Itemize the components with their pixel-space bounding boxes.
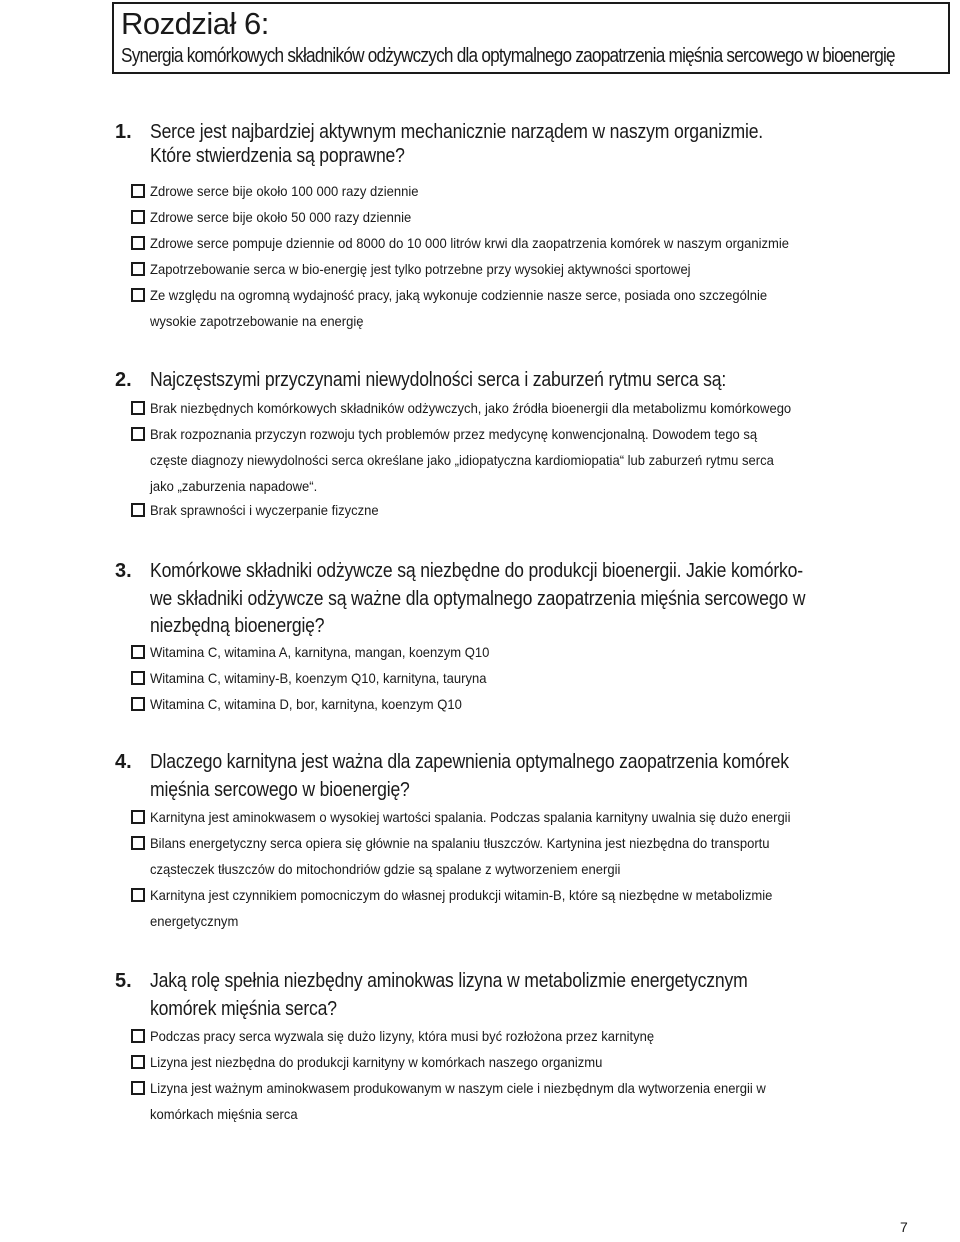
question-3-option-3-checkbox[interactable] xyxy=(131,697,145,711)
question-2-option-1-checkbox[interactable] xyxy=(131,401,145,415)
question-4-option-2-checkbox[interactable] xyxy=(131,836,145,850)
question-4-option-3-checkbox[interactable] xyxy=(131,888,145,902)
question-1-option-4-text: Zapotrzebowanie serca w bio-energię jest tylko potrzebne przy wysokiej aktywności sportowej xyxy=(150,261,691,277)
chapter-header-box xyxy=(112,2,950,74)
question-2-option-2-text: częste diagnozy niewydolności serca określane jako „idiopatyczna kardiomiopatia“ lub zaburzeń rytmu serca xyxy=(150,452,774,468)
question-3-text: we składniki odżywcze są ważne dla optymalnego zaopatrzenia mięśnia sercowego w xyxy=(150,588,806,610)
question-5-text: komórek mięśnia serca? xyxy=(150,998,337,1020)
question-1-option-5-text: wysokie zapotrzebowanie na energię xyxy=(150,313,364,329)
question-4-text: Dlaczego karnityna jest ważna dla zapewnienia optymalnego zaopatrzenia komórek xyxy=(150,751,789,773)
question-1-text: Które stwierdzenia są poprawne? xyxy=(150,145,405,167)
question-1-number: 1. xyxy=(115,121,132,143)
question-2-option-2-checkbox[interactable] xyxy=(131,427,145,441)
question-2-option-3-text: Brak sprawności i wyczerpanie fizyczne xyxy=(150,502,379,518)
question-3-option-1-text: Witamina C, witamina A, karnityna, mangan, koenzym Q10 xyxy=(150,644,490,660)
question-5-option-3-checkbox[interactable] xyxy=(131,1081,145,1095)
question-2-option-1-text: Brak niezbędnych komórkowych składników odżywczych, jako źródła bioenergii dla metabolizmu komórkowego xyxy=(150,400,792,416)
chapter-subtitle: Synergia komórkowych składników odżywczych dla optymalnego zaopatrzenia mięśnia sercowego w bioenergię xyxy=(121,45,895,67)
question-3-text: Komórkowe składniki odżywcze są niezbędne do produkcji bioenergii. Jakie komórko- xyxy=(150,560,803,582)
question-3-option-2-checkbox[interactable] xyxy=(131,671,145,685)
question-5-option-1-text: Podczas pracy serca wyzwala się dużo lizyny, która musi być rozłożona przez karnitynę xyxy=(150,1028,655,1044)
question-3-text: niezbędną bioenergię? xyxy=(150,615,325,637)
question-4-text: mięśnia sercowego w bioenergię? xyxy=(150,779,410,801)
question-1-option-1-text: Zdrowe serce bije około 100 000 razy dziennie xyxy=(150,183,419,199)
question-2-number: 2. xyxy=(115,369,132,391)
question-4-option-2-text: Bilans energetyczny serca opiera się głównie na spalaniu tłuszczów. Kartynina jest niezbędna do transportu xyxy=(150,835,770,851)
question-5-text: Jaką rolę spełnia niezbędny aminokwas lizyna w metabolizmie energetycznym xyxy=(150,970,748,992)
question-1-text: Serce jest najbardziej aktywnym mechanicznie narządem w naszym organizmie. xyxy=(150,121,764,143)
question-5-option-1-checkbox[interactable] xyxy=(131,1029,145,1043)
question-3-number: 3. xyxy=(115,560,132,582)
question-4-option-3-text: Karnityna jest czynnikiem pomocniczym do własnej produkcji witamin-B, które są niezbędne w metabolizmie xyxy=(150,887,773,903)
question-1-option-4-checkbox[interactable] xyxy=(131,262,145,276)
chapter-title: Rozdział 6: xyxy=(121,6,269,41)
question-4-option-1-text: Karnityna jest aminokwasem o wysokiej wartości spalania. Podczas spalania karnityny uwalnia się dużo energii xyxy=(150,809,791,825)
question-1-option-2-text: Zdrowe serce bije około 50 000 razy dziennie xyxy=(150,209,412,225)
question-2-option-3-checkbox[interactable] xyxy=(131,503,145,517)
question-4-option-2-text: cząsteczek tłuszczów do mitochondriów gdzie są spalane z wytworzeniem energii xyxy=(150,861,621,877)
question-1-option-5-text: Ze względu na ogromną wydajność pracy, jaką wykonuje codziennie nasze serce, posiada ono szczególnie xyxy=(150,287,768,303)
question-1-option-3-checkbox[interactable] xyxy=(131,236,145,250)
question-5-option-3-text: Lizyna jest ważnym aminokwasem produkowanym w naszym ciele i niezbędnym dla wytworzenia energii w xyxy=(150,1080,766,1096)
question-5-option-2-checkbox[interactable] xyxy=(131,1055,145,1069)
question-4-number: 4. xyxy=(115,751,132,773)
question-5-option-3-text: komórkach mięśnia serca xyxy=(150,1106,298,1122)
question-2-option-2-text: Brak rozpoznania przyczyn rozwoju tych problemów przez medycynę konwencjonalną. Dowodem tego są xyxy=(150,426,758,442)
question-5-option-2-text: Lizyna jest niezbędna do produkcji karnityny w komórkach naszego organizmu xyxy=(150,1054,603,1070)
page-number: 7 xyxy=(900,1219,908,1235)
question-3-option-1-checkbox[interactable] xyxy=(131,645,145,659)
question-1-option-1-checkbox[interactable] xyxy=(131,184,145,198)
question-3-option-3-text: Witamina C, witamina D, bor, karnityna, koenzym Q10 xyxy=(150,696,462,712)
question-1-option-5-checkbox[interactable] xyxy=(131,288,145,302)
question-5-number: 5. xyxy=(115,970,132,992)
question-3-option-2-text: Witamina C, witaminy-B, koenzym Q10, karnityna, tauryna xyxy=(150,670,487,686)
question-4-option-1-checkbox[interactable] xyxy=(131,810,145,824)
question-4-option-3-text: energetycznym xyxy=(150,913,239,929)
question-2-option-2-text: jako „zaburzenia napadowe“. xyxy=(150,478,318,494)
question-2-text: Najczęstszymi przyczynami niewydolności serca i zaburzeń rytmu serca są: xyxy=(150,369,727,391)
question-1-option-3-text: Zdrowe serce pompuje dziennie od 8000 do 10 000 litrów krwi dla zaopatrzenia komórek w naszym organizmie xyxy=(150,235,790,251)
question-1-option-2-checkbox[interactable] xyxy=(131,210,145,224)
